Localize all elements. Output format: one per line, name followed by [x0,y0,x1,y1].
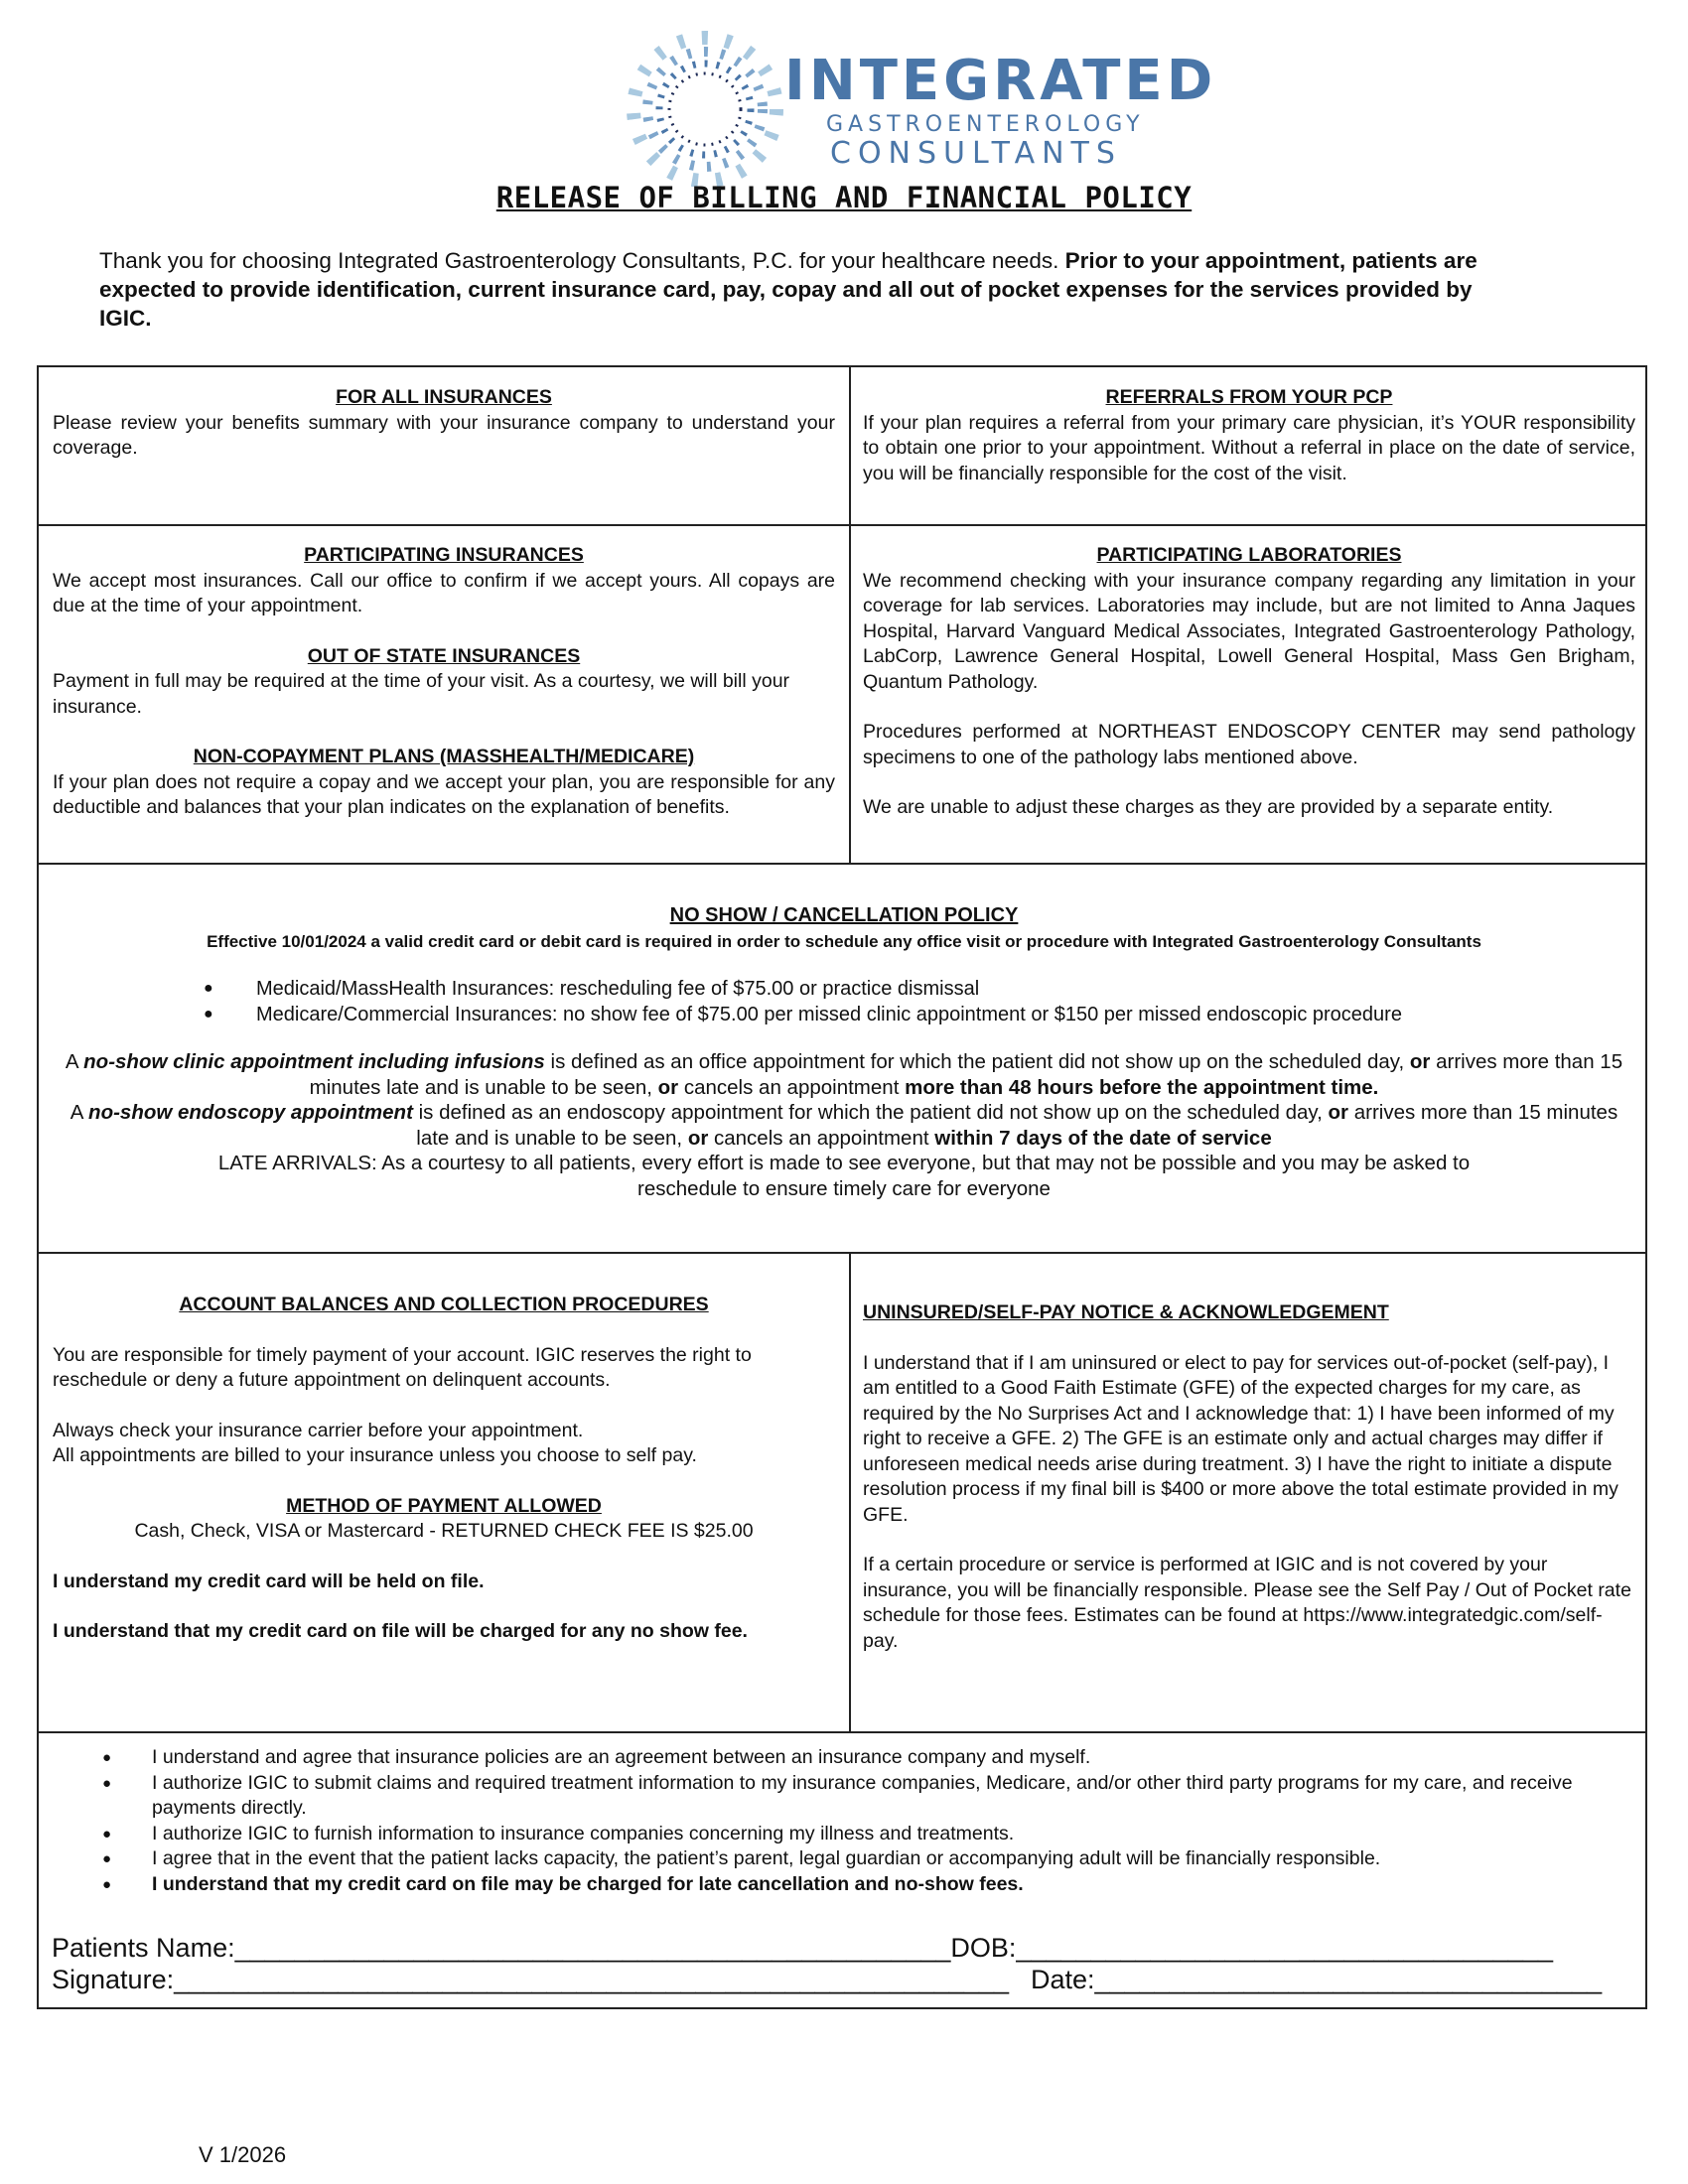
patient-name-field[interactable]: ________________________________________________ [234,1933,951,1963]
all-insurances-heading: FOR ALL INSURANCES [336,386,552,408]
practice-logo [635,22,1217,171]
uncovered-service-text: If a certain procedure or service is performed at IGIC and is not covered by your insurance, you will be financially responsible. Please see the Self Pay / Out of Pocket rate schedule for those fees. Estimates can be found at https://www.integratedgic.com/self-pay. [863,1554,1631,1652]
participating-insurances-text: We accept most insurances. Call our office to confirm if we accept yours. All copays are due at the time of your appointment. [53,569,835,616]
divider [39,1252,1645,1254]
intro-bold: Prior to your appointment, patients are expected to provide identification, current insurance card, pay, copay and all out of pocket expenses for the services provided by IGIC. [99,248,1477,331]
non-copayment-text: If your plan does not require a copay and we accept your plan, you are responsible for any deductible and balances that your plan indicates on the explanation of benefits. [53,770,835,818]
signature-field[interactable]: ________________________________________________________ [174,1965,1009,1994]
payment-method-heading: METHOD OF PAYMENT ALLOWED [286,1494,602,1517]
patient-name-row [52,1932,1553,1964]
logo-graphic [635,22,1217,171]
signature-label: Signature: [52,1965,175,1994]
all-insurances-text: Please review your benefits summary with your insurance company to understand your coverage. [53,411,835,459]
dob-field[interactable]: ____________________________________ [1016,1933,1553,1963]
list-item: ● Medicaid/MassHealth Insurances: rescheduling fee of $75.00 or practice dismissal [204,976,1635,1002]
account-balances-text: You are responsible for timely payment of your account. IGIC reserves the right to reschedule or deny a future appointment on delinquent accounts. [53,1343,752,1391]
agreement-list [74,1745,1633,1897]
no-show-section [53,903,1635,1201]
version-label: V 1/2026 [199,2142,287,2167]
all-insurances-section [53,385,835,462]
separate-entity-text: We are unable to adjust these charges as they are provided by a separate entity. [863,796,1554,818]
list-item: ● I understand that my credit card on file may be charged for late cancellation and no-show fees. [74,1872,1633,1898]
out-of-state-text: Payment in full may be required at the time of your visit. As a courtesy, we will bill your insurance. [53,670,790,718]
dob-label: DOB: [950,1933,1017,1963]
insurance-plans-section [53,543,835,821]
billing-text: All appointments are billed to your insurance unless you choose to self pay. [53,1444,697,1466]
logo-dot-ring-icon [633,38,776,181]
insurance-carrier-text: Always check your insurance carrier before your appointment. [53,1419,584,1441]
list-item: ● Medicare/Commercial Insurances: no show fee of $75.00 per missed clinic appointment or $150 per missed endoscopic procedure [204,1002,1635,1027]
laboratories-heading: PARTICIPATING LABORATORIES [1096,544,1402,566]
endoscopy-center-text: Procedures performed at NORTHEAST ENDOSCOPY CENTER may send pathology specimens to one of the pathology labs mentioned above. [863,721,1635,768]
logo-line3: CONSULTANTS [830,136,1122,171]
signature-row [52,1964,1602,1995]
list-item: ● I authorize IGIC to submit claims and required treatment information to my insurance companies, Medicare, and/or other third party programs for my care, and receive payments directly. [74,1771,1633,1822]
card-on-file-ack: I understand my credit card will be held on file. [53,1570,485,1592]
payment-method-text: Cash, Check, VISA or Mastercard - RETURNED CHECK FEE IS $25.00 [134,1520,754,1542]
clinic-no-show-definition: A no-show clinic appointment including infusions is defined as an office appointment for which the patient did not show up on the scheduled day, or arrives more than 15 minutes late and is unable to be seen, or cancels an appointment more than 48 hours before the appointment time. [65,1050,1623,1099]
referrals-section [863,385,1635,486]
no-show-heading: NO SHOW / CANCELLATION POLICY [669,904,1019,926]
self-pay-text: I understand that if I am uninsured or elect to pay for services out-of-pocket (self-pay), I am entitled to a Good Faith Estimate (GFE) of the expected charges for my care, as required by the No Surprises Act and I acknowledge that: 1) I have been informed of my right to receive a GFE. 2) The GFE is an estimate only and actual charges may differ if unforeseen medical needs arise during treatment. 3) I have the right to initiate a dispute resolution process if my final bill is $400 or more above the total estimate provided in my GFE. [863,1351,1618,1526]
late-arrivals-text: LATE ARRIVALS: As a courtesy to all patients, every effort is made to see everyone, but that may not be possible and you may be asked to reschedule to ensure timely care for everyone [217,1152,1471,1200]
account-balances-heading: ACCOUNT BALANCES AND COLLECTION PROCEDURES [179,1294,709,1315]
self-pay-section [863,1300,1635,1654]
list-item: ● I understand and agree that insurance policies are an agreement between an insurance company and myself. [74,1745,1633,1771]
intro-plain: Thank you for choosing Integrated Gastroenterology Consultants, P.C. for your healthcare needs. [99,248,1065,273]
clinic-no-show-term: no-show clinic appointment including infusions [83,1050,545,1073]
document-title: RELEASE OF BILLING AND FINANCIAL POLICY [495,181,1193,214]
endoscopy-no-show-term: no-show endoscopy appointment [88,1101,413,1124]
account-balances-section [53,1293,835,1645]
fee-list [204,976,1635,1027]
intro-paragraph [99,246,1529,333]
logo-line2: GASTROENTEROLOGY [826,112,1145,137]
divider [39,863,1645,865]
laboratories-section [863,543,1635,821]
patient-name-label: Patients Name: [52,1933,235,1963]
date-field[interactable]: __________________________________ [1094,1965,1603,1994]
logo-line1: INTEGRATED [784,49,1217,113]
list-item: ● I agree that in the event that the patient lacks capacity, the patient’s parent, legal guardian or accompanying adult will be financially responsible. [74,1846,1633,1872]
endoscopy-no-show-definition: A no-show endoscopy appointment is defined as an endoscopy appointment for which the patient did not show up on the scheduled day, or arrives more than 15 minutes late and is unable to be seen, or cancels an appointment within 7 days of the date of service [70,1101,1618,1150]
date-label: Date: [1031,1965,1095,1994]
self-pay-heading: UNINSURED/SELF-PAY NOTICE & ACKNOWLEDGEMENT [863,1301,1389,1323]
out-of-state-heading: OUT OF STATE INSURANCES [307,644,581,667]
divider [849,367,851,863]
list-item: ● I authorize IGIC to furnish information to insurance companies concerning my illness and treatments. [74,1822,1633,1847]
laboratories-text: We recommend checking with your insurance company regarding any limitation in your coverage for lab services. Laboratories may include, but are not limited to Anna Jaques Hospital, Harvard Vanguard Medical Associates, Integrated Gastroenterology Pathology, LabCorp, Lawrence General Hospital, Lowell General Hospital, Mass Gen Brigham, Quantum Pathology. [863,569,1635,693]
referrals-heading: REFERRALS FROM YOUR PCP [1105,386,1393,408]
non-copayment-heading: NON-COPAYMENT PLANS (MASSHEALTH/MEDICARE) [193,746,695,767]
no-show-charge-ack: I understand that my credit card on file will be charged for any no show fee. [53,1620,748,1642]
divider [39,1731,1645,1733]
no-show-effective: Effective 10/01/2024 a valid credit card or debit card is required in order to schedule any office visit or procedure with Integrated Gastroenterology Consultants [207,931,1481,951]
divider [39,524,1645,526]
participating-insurances-heading: PARTICIPATING INSURANCES [304,544,584,566]
divider [849,1252,851,1731]
referrals-text: If your plan requires a referral from your primary care physician, it’s YOUR responsibility to obtain one prior to your appointment. Without a referral in place on the date of service, you will be financially responsible for the cost of the visit. [863,411,1635,484]
